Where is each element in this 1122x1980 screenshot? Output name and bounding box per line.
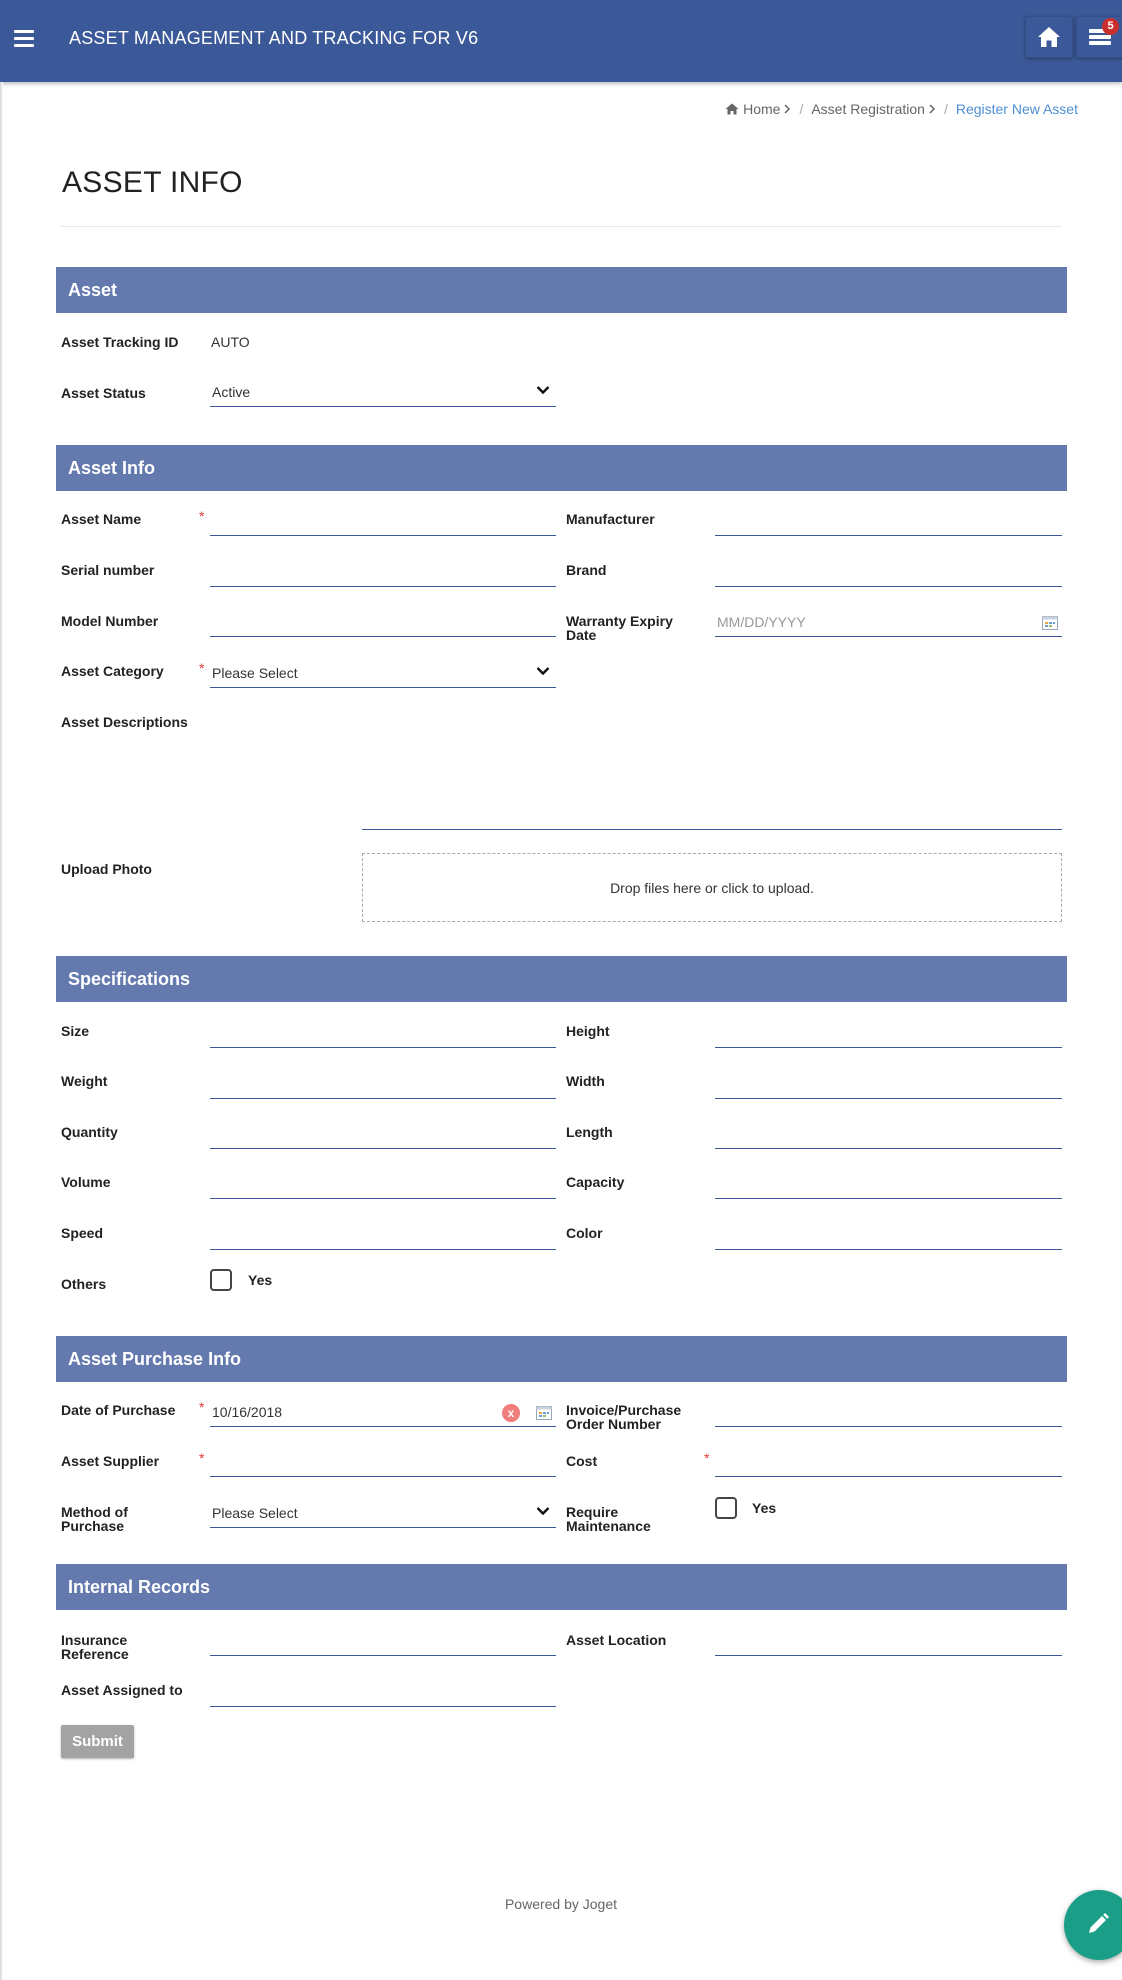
asset-status-value: Active [212, 384, 251, 400]
asset-category-value: Please Select [212, 665, 298, 681]
title-divider [60, 226, 1062, 227]
required-marker: * [199, 508, 205, 524]
serial-number-label: Serial number [61, 562, 155, 578]
breadcrumb-home-icon [725, 103, 739, 115]
date-of-purchase-label: Date of Purchase [61, 1402, 176, 1418]
required-marker: * [704, 1450, 710, 1466]
insurance-reference-label-line1: Insurance [61, 1632, 128, 1648]
serial-number-input[interactable] [210, 557, 556, 587]
breadcrumb-register-new-asset[interactable]: Register New Asset [955, 101, 1078, 117]
invoice-order-number-label-line2: Order Number [566, 1416, 661, 1432]
height-label: Height [566, 1023, 610, 1039]
volume-label: Volume [61, 1174, 111, 1190]
method-of-purchase-label-line2: Purchase [61, 1518, 125, 1534]
others-label: Others [61, 1276, 107, 1292]
require-maintenance-label-line2: Maintenance [566, 1518, 651, 1534]
page-edge-shadow [0, 82, 3, 1980]
breadcrumb-asset-registration[interactable]: Asset Registration [811, 101, 925, 117]
method-of-purchase-select[interactable] [210, 1498, 556, 1528]
notifications-button[interactable] [1076, 16, 1122, 58]
asset-supplier-input[interactable] [210, 1447, 556, 1477]
model-number-input[interactable] [210, 607, 556, 637]
notification-badge: 5 [1102, 18, 1119, 35]
chevron-right-icon [783, 104, 791, 114]
submit-button[interactable]: Submit [61, 1725, 134, 1758]
insurance-reference-input[interactable] [210, 1626, 556, 1656]
section-header-purchase-info: Asset Purchase Info [56, 1336, 1067, 1382]
top-navbar [0, 0, 1122, 82]
size-input[interactable] [210, 1018, 556, 1048]
asset-tracking-id-label: Asset Tracking ID [61, 334, 179, 350]
date-of-purchase-value: 10/16/2018 [212, 1404, 283, 1420]
required-marker: * [199, 660, 205, 676]
chevron-down-icon [536, 666, 550, 676]
app-title[interactable]: ASSET MANAGEMENT AND TRACKING FOR V6 [69, 28, 479, 48]
section-header-asset-info: Asset Info [56, 445, 1067, 491]
width-label: Width [566, 1073, 605, 1089]
warranty-expiry-label-line1: Warranty Expiry [566, 613, 673, 629]
section-header-specifications: Specifications [56, 956, 1067, 1002]
asset-status-label: Asset Status [61, 385, 146, 401]
section-header-asset: Asset [56, 267, 1067, 313]
invoice-order-number-label-line1: Invoice/Purchase [566, 1402, 682, 1418]
page-title: ASSET INFO [62, 166, 243, 199]
manufacturer-input[interactable] [715, 506, 1062, 536]
date-of-purchase-input[interactable] [210, 1397, 556, 1427]
breadcrumb-separator: / [943, 101, 948, 117]
length-input[interactable] [715, 1119, 1062, 1149]
model-number-label: Model Number [61, 613, 159, 629]
section-header-internal-records: Internal Records [56, 1564, 1067, 1610]
clear-icon[interactable]: x [502, 1404, 520, 1422]
cost-input[interactable] [715, 1447, 1062, 1477]
chevron-down-icon [536, 385, 550, 395]
color-label: Color [566, 1225, 603, 1241]
asset-descriptions-label: Asset Descriptions [61, 714, 188, 730]
chevron-right-icon [928, 104, 936, 114]
others-yes-label[interactable]: Yes [248, 1272, 273, 1288]
require-maintenance-yes-label[interactable]: Yes [752, 1500, 777, 1516]
asset-assigned-to-input[interactable] [210, 1677, 556, 1707]
edit-fab-button[interactable] [1064, 1890, 1122, 1960]
upload-photo-label: Upload Photo [61, 861, 152, 877]
cost-label: Cost [566, 1453, 598, 1469]
width-input[interactable] [715, 1069, 1062, 1099]
warranty-expiry-label-line2: Date [566, 627, 597, 643]
asset-name-input[interactable] [210, 506, 556, 536]
method-of-purchase-label-line1: Method of [61, 1504, 128, 1520]
asset-name-label: Asset Name [61, 511, 142, 527]
volume-input[interactable] [210, 1169, 556, 1199]
warranty-expiry-date-input[interactable] [715, 607, 1062, 637]
calendar-icon[interactable] [536, 1405, 552, 1420]
breadcrumb-home[interactable]: Home [743, 101, 781, 117]
asset-status-select[interactable] [210, 377, 556, 407]
upload-photo-dropzone[interactable] [362, 853, 1062, 922]
asset-location-input[interactable] [715, 1626, 1062, 1656]
others-yes-checkbox[interactable] [210, 1269, 232, 1291]
asset-category-select[interactable] [210, 658, 556, 688]
height-input[interactable] [715, 1018, 1062, 1048]
require-maintenance-yes-checkbox[interactable] [715, 1497, 737, 1519]
chevron-down-icon [536, 1506, 550, 1516]
pencil-icon [1086, 1912, 1110, 1936]
breadcrumb-separator: / [799, 101, 804, 117]
speed-input[interactable] [210, 1220, 556, 1250]
invoice-order-number-input[interactable] [715, 1397, 1062, 1427]
asset-tracking-id-value: AUTO [211, 334, 250, 350]
size-label: Size [61, 1023, 90, 1039]
color-input[interactable] [715, 1220, 1062, 1250]
calendar-icon[interactable] [1042, 615, 1058, 630]
asset-descriptions-textarea[interactable] [362, 829, 1062, 830]
method-of-purchase-value: Please Select [212, 1505, 298, 1521]
home-button[interactable] [1025, 16, 1073, 58]
require-maintenance-label-line1: Require [566, 1504, 619, 1520]
capacity-input[interactable] [715, 1169, 1062, 1199]
speed-label: Speed [61, 1225, 104, 1241]
insurance-reference-label-line2: Reference [61, 1646, 129, 1662]
length-label: Length [566, 1124, 613, 1140]
brand-label: Brand [566, 562, 607, 578]
warranty-expiry-placeholder: MM/DD/YYYY [717, 614, 806, 630]
footer-powered-by: Powered by Joget [504, 1896, 618, 1912]
required-marker: * [199, 1399, 205, 1415]
quantity-label: Quantity [61, 1124, 118, 1140]
required-marker: * [199, 1450, 205, 1466]
asset-location-label: Asset Location [566, 1632, 667, 1648]
hamburger-menu-icon[interactable] [14, 30, 34, 46]
brand-input[interactable] [715, 557, 1062, 587]
weight-label: Weight [61, 1073, 108, 1089]
asset-assigned-to-label: Asset Assigned to [61, 1682, 183, 1698]
asset-supplier-label: Asset Supplier [61, 1453, 160, 1469]
breadcrumb [725, 101, 1078, 117]
weight-input[interactable] [210, 1069, 556, 1099]
quantity-input[interactable] [210, 1119, 556, 1149]
manufacturer-label: Manufacturer [566, 511, 655, 527]
capacity-label: Capacity [566, 1174, 625, 1190]
asset-category-label: Asset Category [61, 663, 164, 679]
home-icon [1037, 26, 1061, 48]
upload-dropzone-text: Drop files here or click to upload. [610, 879, 814, 896]
